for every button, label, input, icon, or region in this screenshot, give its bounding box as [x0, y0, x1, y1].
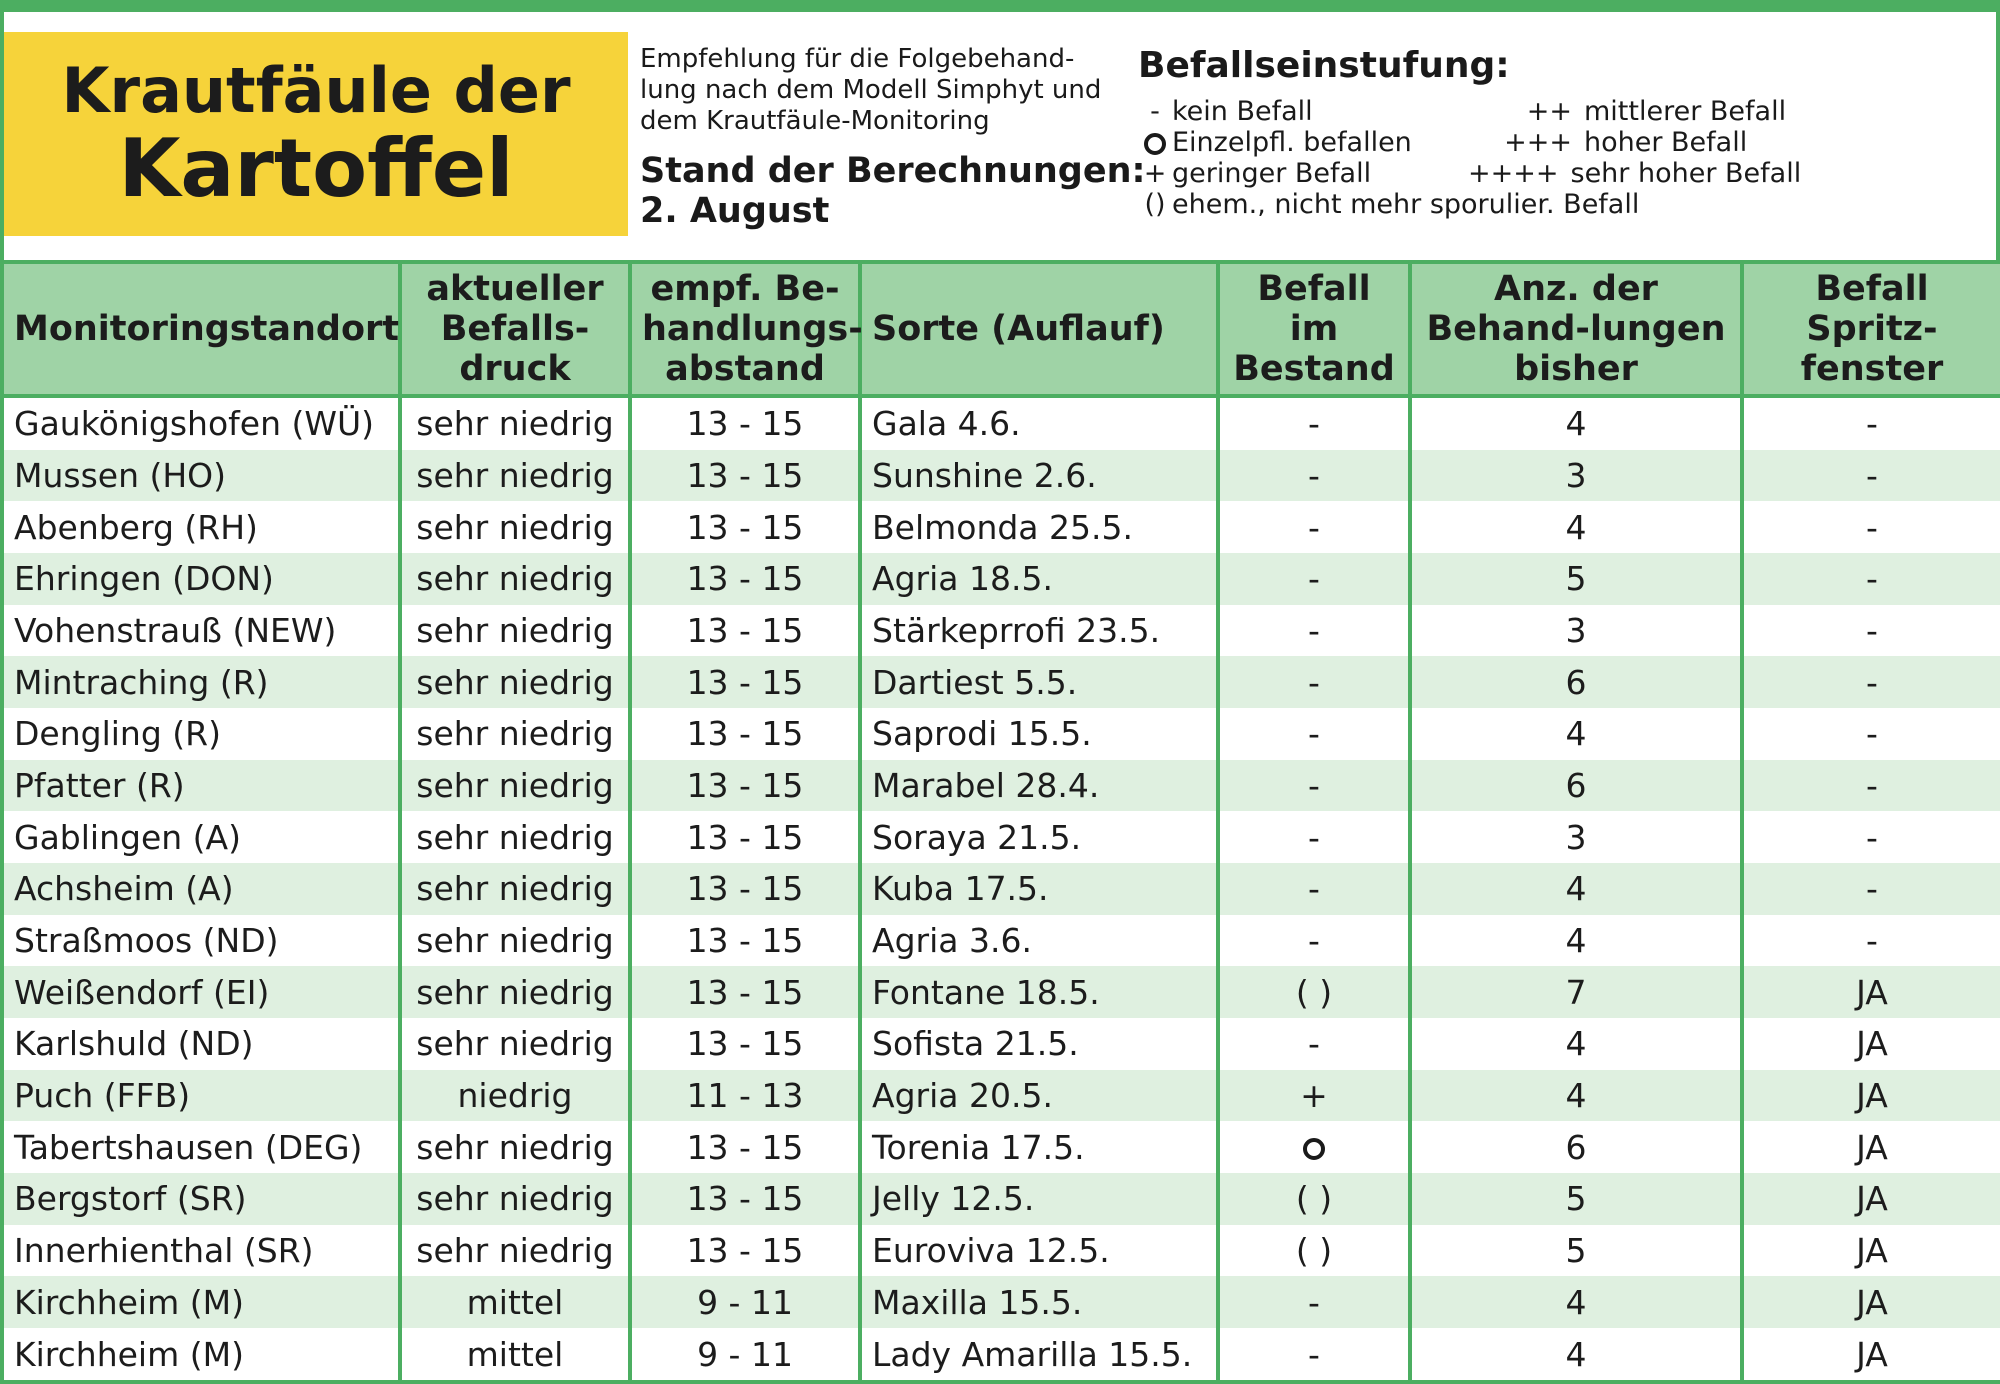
col-location-cell: Weißendorf (EI)	[2, 966, 400, 1018]
col-spray-window-cell: -	[1742, 501, 2000, 553]
col-interval-cell: 13 - 15	[630, 605, 860, 657]
legend-item	[1468, 96, 1788, 127]
table-body	[2, 396, 2000, 1382]
legend-label: sehr hoher Befall	[1570, 158, 1802, 189]
col-interval-header: empf. Be-handlungs-abstand	[630, 262, 860, 396]
col-pressure-cell: sehr niedrig	[400, 656, 630, 708]
col-interval-cell: 13 - 15	[630, 760, 860, 812]
col-treatments-cell: 4	[1410, 915, 1742, 967]
legend-item	[1138, 189, 1788, 220]
col-treatments-cell: 6	[1410, 760, 1742, 812]
col-pressure-cell: sehr niedrig	[400, 1173, 630, 1225]
col-pressure-cell: sehr niedrig	[400, 553, 630, 605]
col-spray-window-cell: -	[1742, 915, 2000, 967]
col-pressure-cell: sehr niedrig	[400, 1225, 630, 1277]
col-treatments-cell: 7	[1410, 966, 1742, 1018]
col-treatments-cell: 5	[1410, 553, 1742, 605]
col-infestation-cell: ( )	[1218, 1173, 1410, 1225]
table-row	[2, 760, 2000, 812]
col-infestation-cell: -	[1218, 396, 1410, 450]
col-infestation-cell	[1218, 1121, 1410, 1173]
col-treatments-cell: 3	[1410, 811, 1742, 863]
table-row	[2, 1121, 2000, 1173]
col-treatments-cell: 4	[1410, 396, 1742, 450]
col-spray-window-cell: JA	[1742, 1070, 2000, 1122]
legend-label: kein Befall	[1172, 96, 1313, 127]
legend-label: mittlerer Befall	[1584, 96, 1787, 127]
col-infestation-cell: -	[1218, 553, 1410, 605]
col-infestation-cell: -	[1218, 1018, 1410, 1070]
col-infestation-cell: -	[1218, 1328, 1410, 1382]
table-row	[2, 1276, 2000, 1328]
col-treatments-header: Anz. der Behand-lungen bisher	[1410, 262, 1742, 396]
col-spray-window-cell: -	[1742, 811, 2000, 863]
col-infestation-cell: -	[1218, 450, 1410, 502]
col-interval-cell: 13 - 15	[630, 1121, 860, 1173]
col-pressure-cell: mittel	[400, 1276, 630, 1328]
title-line-1: Krautfäule der	[61, 54, 571, 127]
col-interval-cell: 13 - 15	[630, 1173, 860, 1225]
table-row	[2, 1225, 2000, 1277]
col-treatments-cell: 5	[1410, 1225, 1742, 1277]
table-row	[2, 656, 2000, 708]
col-interval-cell: 13 - 15	[630, 553, 860, 605]
col-variety-cell: Agria 20.5.	[860, 1070, 1218, 1122]
table-row	[2, 1328, 2000, 1382]
legend-label: Einzelpfl. befallen	[1172, 127, 1412, 158]
col-spray-window-cell: -	[1742, 760, 2000, 812]
col-spray-window-cell: JA	[1742, 1276, 2000, 1328]
table-row	[2, 1070, 2000, 1122]
col-treatments-cell: 4	[1410, 863, 1742, 915]
col-variety-cell: Lady Amarilla 15.5.	[860, 1328, 1218, 1382]
col-infestation-cell: -	[1218, 915, 1410, 967]
col-location-cell: Mussen (HO)	[2, 450, 400, 502]
col-variety-cell: Soraya 21.5.	[860, 811, 1218, 863]
col-location-cell: Abenberg (RH)	[2, 501, 400, 553]
col-pressure-cell: sehr niedrig	[400, 1018, 630, 1070]
col-location-cell: Vohenstrauß (NEW)	[2, 605, 400, 657]
table-row	[2, 915, 2000, 967]
col-infestation-cell: ( )	[1218, 1225, 1410, 1277]
col-pressure-cell: sehr niedrig	[400, 708, 630, 760]
col-interval-cell: 11 - 13	[630, 1070, 860, 1122]
legend	[1138, 44, 1978, 220]
col-location-cell: Ehringen (DON)	[2, 553, 400, 605]
col-pressure-cell: sehr niedrig	[400, 1121, 630, 1173]
col-interval-cell: 13 - 15	[630, 1018, 860, 1070]
top-bar	[0, 0, 2000, 12]
col-interval-cell: 13 - 15	[630, 1225, 860, 1277]
col-variety-cell: Gala 4.6.	[860, 396, 1218, 450]
col-location-cell: Gablingen (A)	[2, 811, 400, 863]
legend-symbol: ++++	[1468, 158, 1559, 189]
col-location-cell: Bergstorf (SR)	[2, 1173, 400, 1225]
col-spray-window-header: Befall Spritz-fenster	[1742, 262, 2000, 396]
legend-symbol	[1138, 127, 1172, 158]
col-spray-window-cell: -	[1742, 396, 2000, 450]
col-spray-window-cell: -	[1742, 863, 2000, 915]
col-infestation-cell: -	[1218, 760, 1410, 812]
table-row	[2, 863, 2000, 915]
col-spray-window-cell: JA	[1742, 1328, 2000, 1382]
col-spray-window-cell: JA	[1742, 1121, 2000, 1173]
table-row	[2, 396, 2000, 450]
col-interval-cell: 13 - 15	[630, 863, 860, 915]
col-treatments-cell: 3	[1410, 450, 1742, 502]
table-row	[2, 708, 2000, 760]
col-location-cell: Innerhienthal (SR)	[2, 1225, 400, 1277]
table-row	[2, 1173, 2000, 1225]
col-infestation-header: Befall im Bestand	[1218, 262, 1410, 396]
legend-title: Befallseinstufung:	[1138, 45, 1510, 86]
col-pressure-cell: sehr niedrig	[400, 396, 630, 450]
col-variety-cell: Kuba 17.5.	[860, 863, 1218, 915]
col-pressure-cell: sehr niedrig	[400, 760, 630, 812]
col-interval-cell: 13 - 15	[630, 708, 860, 760]
legend-symbol: +++	[1504, 127, 1572, 158]
col-spray-window-cell: JA	[1742, 966, 2000, 1018]
legend-label: geringer Befall	[1172, 158, 1372, 189]
col-treatments-cell: 4	[1410, 501, 1742, 553]
col-pressure-cell: sehr niedrig	[400, 966, 630, 1018]
col-variety-cell: Belmonda 25.5.	[860, 501, 1218, 553]
legend-item	[1138, 127, 1468, 158]
title-line-2: Kartoffel	[118, 122, 514, 215]
col-spray-window-cell: -	[1742, 553, 2000, 605]
col-pressure-cell: sehr niedrig	[400, 605, 630, 657]
col-treatments-cell: 6	[1410, 1121, 1742, 1173]
col-variety-cell: Saprodi 15.5.	[860, 708, 1218, 760]
col-infestation-cell: -	[1218, 1276, 1410, 1328]
col-infestation-cell: -	[1218, 863, 1410, 915]
ring-icon	[1303, 1138, 1325, 1160]
legend-symbol: ++	[1526, 96, 1572, 127]
col-variety-cell: Euroviva 12.5.	[860, 1225, 1218, 1277]
col-pressure-cell: sehr niedrig	[400, 450, 630, 502]
legend-item	[1468, 158, 1802, 189]
legend-item	[1138, 158, 1468, 189]
table-row	[2, 553, 2000, 605]
col-variety-cell: Marabel 28.4.	[860, 760, 1218, 812]
table-row	[2, 605, 2000, 657]
col-interval-cell: 13 - 15	[630, 915, 860, 967]
col-spray-window-cell: -	[1742, 708, 2000, 760]
title-box	[4, 32, 628, 236]
col-interval-cell: 9 - 11	[630, 1328, 860, 1382]
col-location-cell: Kirchheim (M)	[2, 1276, 400, 1328]
table-row	[2, 966, 2000, 1018]
col-variety-cell: Torenia 17.5.	[860, 1121, 1218, 1173]
col-pressure-header: aktueller Befalls-druck	[400, 262, 630, 396]
col-interval-cell: 13 - 15	[630, 396, 860, 450]
table-row	[2, 1018, 2000, 1070]
col-interval-cell: 13 - 15	[630, 811, 860, 863]
col-infestation-cell: +	[1218, 1070, 1410, 1122]
col-treatments-cell: 3	[1410, 605, 1742, 657]
col-variety-cell: Stärkeprrofi 23.5.	[860, 605, 1218, 657]
col-location-cell: Pfatter (R)	[2, 760, 400, 812]
legend-label: ehem., nicht mehr sporulier. Befall	[1172, 189, 1640, 220]
info-block	[640, 44, 1146, 231]
col-location-cell: Karlshuld (ND)	[2, 1018, 400, 1070]
col-infestation-cell: -	[1218, 708, 1410, 760]
stand-label: Stand der Berechnungen:	[640, 151, 1146, 191]
col-interval-cell: 9 - 11	[630, 1276, 860, 1328]
col-infestation-cell: ( )	[1218, 966, 1410, 1018]
col-variety-cell: Sofista 21.5.	[860, 1018, 1218, 1070]
col-interval-cell: 13 - 15	[630, 966, 860, 1018]
col-location-cell: Kirchheim (M)	[2, 1328, 400, 1382]
col-infestation-cell: -	[1218, 605, 1410, 657]
col-location-header: Monitoringstandort	[2, 262, 400, 396]
col-treatments-cell: 6	[1410, 656, 1742, 708]
col-pressure-cell: sehr niedrig	[400, 863, 630, 915]
col-variety-cell: Jelly 12.5.	[860, 1173, 1218, 1225]
col-variety-cell: Agria 18.5.	[860, 553, 1218, 605]
col-interval-cell: 13 - 15	[630, 501, 860, 553]
col-location-cell: Tabertshausen (DEG)	[2, 1121, 400, 1173]
table-row	[2, 501, 2000, 553]
col-spray-window-cell: JA	[1742, 1173, 2000, 1225]
col-variety-cell: Fontane 18.5.	[860, 966, 1218, 1018]
legend-item	[1468, 127, 1788, 158]
col-location-cell: Puch (FFB)	[2, 1070, 400, 1122]
col-pressure-cell: sehr niedrig	[400, 915, 630, 967]
col-variety-header: Sorte (Auflauf)	[860, 262, 1218, 396]
col-location-cell: Straßmoos (ND)	[2, 915, 400, 967]
info-text: Empfehlung für die Folgebehand-lung nach dem Modell Simphyt und dem Krautfäule-Monitoring	[640, 44, 1102, 136]
stand-date: 2. August	[640, 191, 830, 231]
legend-symbol: ()	[1144, 189, 1166, 220]
col-location-cell: Gaukönigshofen (WÜ)	[2, 396, 400, 450]
table-row	[2, 811, 2000, 863]
col-location-cell: Dengling (R)	[2, 708, 400, 760]
col-treatments-cell: 4	[1410, 1070, 1742, 1122]
col-interval-cell: 13 - 15	[630, 450, 860, 502]
col-infestation-cell: -	[1218, 811, 1410, 863]
col-variety-cell: Dartiest 5.5.	[860, 656, 1218, 708]
col-infestation-cell: -	[1218, 656, 1410, 708]
col-pressure-cell: niedrig	[400, 1070, 630, 1122]
col-treatments-cell: 4	[1410, 1018, 1742, 1070]
legend-item	[1138, 96, 1468, 127]
col-spray-window-cell: -	[1742, 656, 2000, 708]
col-pressure-cell: mittel	[400, 1328, 630, 1382]
col-spray-window-cell: -	[1742, 450, 2000, 502]
legend-label: hoher Befall	[1584, 127, 1748, 158]
monitoring-table	[0, 260, 2000, 1384]
col-treatments-cell: 4	[1410, 1276, 1742, 1328]
col-location-cell: Achsheim (A)	[2, 863, 400, 915]
col-variety-cell: Sunshine 2.6.	[860, 450, 1218, 502]
legend-symbol: +	[1143, 158, 1167, 189]
col-pressure-cell: sehr niedrig	[400, 811, 630, 863]
col-spray-window-cell: -	[1742, 605, 2000, 657]
legend-symbol: -	[1150, 96, 1160, 127]
col-spray-window-cell: JA	[1742, 1225, 2000, 1277]
col-location-cell: Mintraching (R)	[2, 656, 400, 708]
table-row	[2, 450, 2000, 502]
table-header-row	[2, 262, 2000, 396]
ring-icon	[1144, 133, 1166, 155]
legend-grid	[1138, 96, 1978, 220]
col-variety-cell: Agria 3.6.	[860, 915, 1218, 967]
col-spray-window-cell: JA	[1742, 1018, 2000, 1070]
col-treatments-cell: 4	[1410, 1328, 1742, 1382]
col-pressure-cell: sehr niedrig	[400, 501, 630, 553]
col-treatments-cell: 4	[1410, 708, 1742, 760]
col-treatments-cell: 5	[1410, 1173, 1742, 1225]
col-infestation-cell: -	[1218, 501, 1410, 553]
col-variety-cell: Maxilla 15.5.	[860, 1276, 1218, 1328]
col-interval-cell: 13 - 15	[630, 656, 860, 708]
